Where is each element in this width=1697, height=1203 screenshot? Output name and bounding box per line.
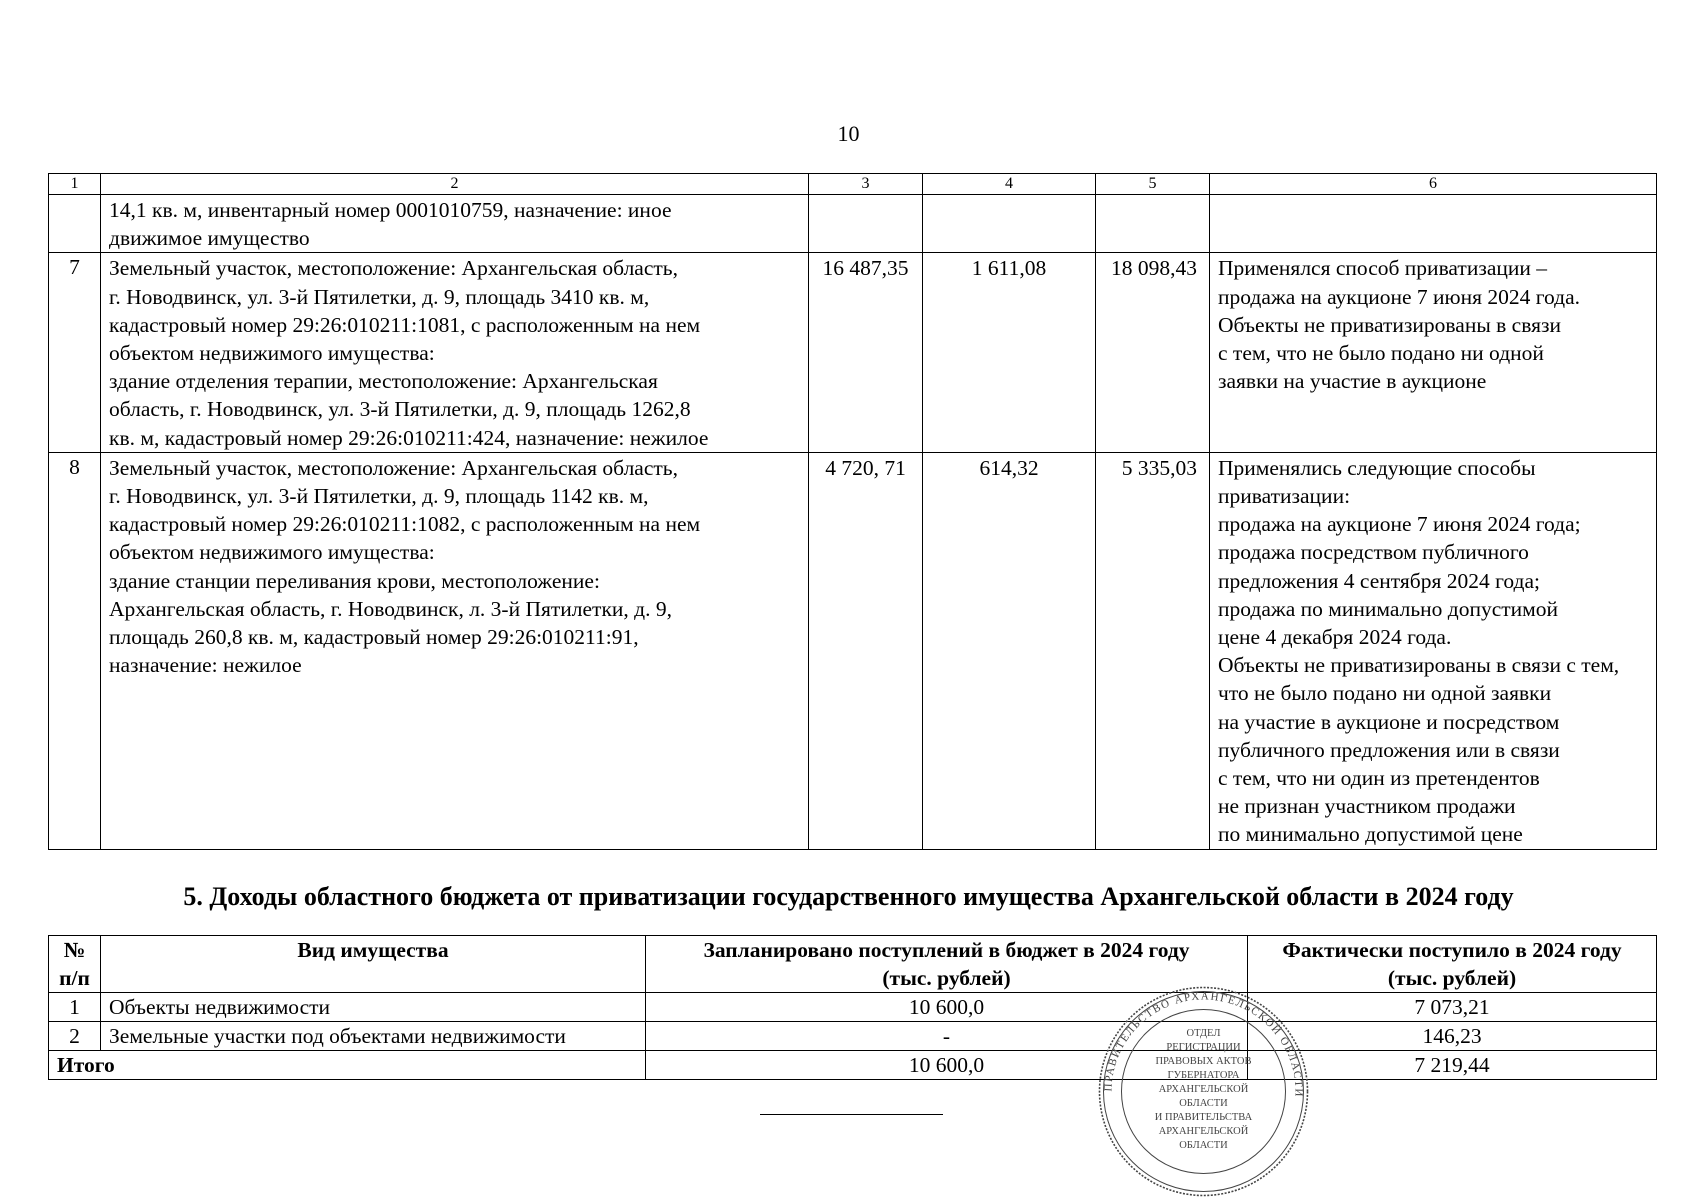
column-numbers-row: [49, 174, 1657, 195]
header-planned: [646, 936, 1248, 993]
stamp-outer-text: ПРАВИТЕЛЬСТВО АРХАНГЕЛЬСКОЙ ОБЛАСТИ: [1102, 990, 1305, 1099]
description-line: кв. м, кадастровый номер 29:26:010211:424, назначение: нежилое: [109, 425, 709, 450]
description-line: объектом недвижимого имущества:: [109, 341, 435, 366]
stamp-line: И ПРАВИТЕЛЬСТВА: [1154, 1112, 1253, 1123]
planned-value: -: [646, 1022, 1248, 1051]
header-num-line2: п/п: [59, 966, 90, 990]
value-col5: 18 098,43: [1096, 253, 1210, 452]
description-line: кадастровый номер 29:26:010211:1082, с расположенным на нем: [109, 512, 701, 537]
note-line: Объекты не приватизированы в связи: [1218, 312, 1561, 337]
description-line: г. Новодвинск, ул. 3-й Пятилетки, д. 9, площадь 1142 кв. м,: [109, 484, 649, 509]
note-line: на участие в аукционе и посредством: [1218, 709, 1560, 734]
property-kind: Объекты недвижимости: [101, 993, 646, 1022]
note-line: Применялся способ приватизации –: [1218, 256, 1547, 281]
property-description: [101, 452, 809, 849]
description-line: здание отделения терапии, местоположение: Архангельская: [109, 369, 658, 394]
privatization-note: [1210, 253, 1657, 452]
note-line: публичного предложения или в связи: [1218, 737, 1560, 762]
value-col4: 614,32: [923, 452, 1096, 849]
col-number: 6: [1210, 174, 1657, 195]
privatization-note: [1210, 195, 1657, 253]
description-line: Архангельская область, г. Новодвинск, л. 3-й Пятилетки, д. 9,: [109, 596, 672, 621]
revenue-table: [48, 935, 1657, 1080]
stamp-line: ОБЛАСТИ: [1179, 1098, 1228, 1109]
privatization-note: [1210, 452, 1657, 849]
note-line: цене 4 декабря 2024 года.: [1218, 625, 1452, 650]
header-actual: [1248, 936, 1657, 993]
description-line: назначение: нежилое: [109, 653, 302, 678]
note-line: Применялись следующие способы: [1218, 455, 1536, 480]
col-number: 5: [1096, 174, 1210, 195]
col-number: 1: [49, 174, 101, 195]
table-row-8: [49, 452, 1657, 849]
stamp-line: ПРАВОВЫХ АКТОВ: [1155, 1056, 1252, 1067]
table-row: [49, 1022, 1657, 1051]
value-col5: [1096, 195, 1210, 253]
property-description: [101, 253, 809, 452]
closing-rule: [760, 1114, 943, 1115]
value-col3: 16 487,35: [809, 253, 923, 452]
header-num: [49, 936, 101, 993]
note-line: продажа на аукционе 7 июня 2024 года.: [1218, 284, 1581, 309]
page-number: 10: [837, 121, 860, 146]
description-line: движимое имущество: [109, 226, 310, 251]
header-num-line1: №: [63, 938, 86, 962]
total-actual: 7 219,44: [1248, 1051, 1657, 1080]
description-line: здание станции переливания крови, местоположение:: [109, 568, 600, 593]
note-line: по минимально допустимой цене: [1218, 822, 1523, 847]
stamp-line: АРХАНГЕЛЬСКОЙ: [1158, 1126, 1249, 1137]
description-line: область, г. Новодвинск, ул. 3-й Пятилетки, д. 9, площадь 1262,8: [109, 397, 691, 422]
table-row-continuation: [49, 195, 1657, 253]
value-col4: [923, 195, 1096, 253]
note-line: что не было подано ни одной заявки: [1218, 681, 1552, 706]
table-row-7: [49, 253, 1657, 452]
value-col3: [809, 195, 923, 253]
total-label: Итого: [49, 1051, 646, 1080]
revenue-header-row: [49, 936, 1657, 993]
actual-value: 7 073,21: [1248, 993, 1657, 1022]
stamp-line: АРХАНГЕЛЬСКОЙ: [1158, 1084, 1249, 1095]
description-line: площадь 260,8 кв. м, кадастровый номер 29:26:010211:91,: [109, 625, 639, 650]
row-number: [49, 195, 101, 253]
row-number: 1: [49, 993, 101, 1022]
property-kind: Земельные участки под объектами недвижимости: [101, 1022, 646, 1051]
note-line: продажа на аукционе 7 июня 2024 года;: [1218, 512, 1581, 537]
description-line: объектом недвижимого имущества:: [109, 540, 435, 565]
note-line: с тем, что не было подано ни одной: [1218, 341, 1544, 366]
stamp-line: РЕГИСТРАЦИИ: [1166, 1042, 1241, 1053]
note-line: продажа посредством публичного: [1218, 540, 1529, 565]
actual-value: 146,23: [1248, 1022, 1657, 1051]
total-planned: 10 600,0: [646, 1051, 1248, 1080]
note-line: продажа по минимально допустимой: [1218, 596, 1559, 621]
header-actual-line2: (тыс. рублей): [1387, 966, 1517, 990]
note-line: Объекты не приватизированы в связи с тем,: [1218, 653, 1620, 678]
note-line: предложения 4 сентября 2024 года;: [1218, 568, 1540, 593]
value-col5: 5 335,03: [1096, 452, 1210, 849]
note-line: не признан участником продажи: [1218, 794, 1516, 819]
header-planned-line2: (тыс. рублей): [882, 966, 1011, 990]
stamp-line: ГУБЕРНАТОРА: [1167, 1070, 1240, 1081]
col-number: 3: [809, 174, 923, 195]
description-line: 14,1 кв. м, инвентарный номер 0001010759, назначение: иное: [109, 198, 672, 222]
row-number: 8: [49, 452, 101, 849]
table-row: [49, 993, 1657, 1022]
stamp-line: ОБЛАСТИ: [1179, 1140, 1228, 1151]
stamp-line: ОТДЕЛ: [1186, 1028, 1221, 1039]
description-line: кадастровый номер 29:26:010211:1081, с расположенным на нем: [109, 312, 701, 337]
col-number: 2: [101, 174, 809, 195]
registration-stamp: [1097, 985, 1310, 1198]
value-col3: 4 720, 71: [809, 452, 923, 849]
property-description: [101, 195, 809, 253]
row-number: 2: [49, 1022, 101, 1051]
property-table: [48, 173, 1657, 850]
description-line: Земельный участок, местоположение: Архангельская область,: [109, 256, 678, 281]
row-number: 7: [49, 253, 101, 452]
planned-value: 10 600,0: [646, 993, 1248, 1022]
total-row: [49, 1051, 1657, 1080]
header-kind: Вид имущества: [101, 936, 646, 993]
description-line: Земельный участок, местоположение: Архангельская область,: [109, 455, 678, 480]
note-line: с тем, что ни один из претендентов: [1218, 766, 1540, 791]
note-line: заявки на участие в аукционе: [1218, 369, 1487, 394]
note-line: приватизации:: [1218, 484, 1351, 509]
header-planned-line1: Запланировано поступлений в бюджет в 2024 году: [703, 938, 1190, 962]
col-number: 4: [923, 174, 1096, 195]
value-col4: 1 611,08: [923, 253, 1096, 452]
section-title: 5. Доходы областного бюджета от приватизации государственного имущества Архангельской области в 2024 году: [183, 882, 1514, 911]
description-line: г. Новодвинск, ул. 3-й Пятилетки, д. 9, площадь 3410 кв. м,: [109, 284, 650, 309]
header-actual-line1: Фактически поступило в 2024 году: [1282, 938, 1622, 962]
